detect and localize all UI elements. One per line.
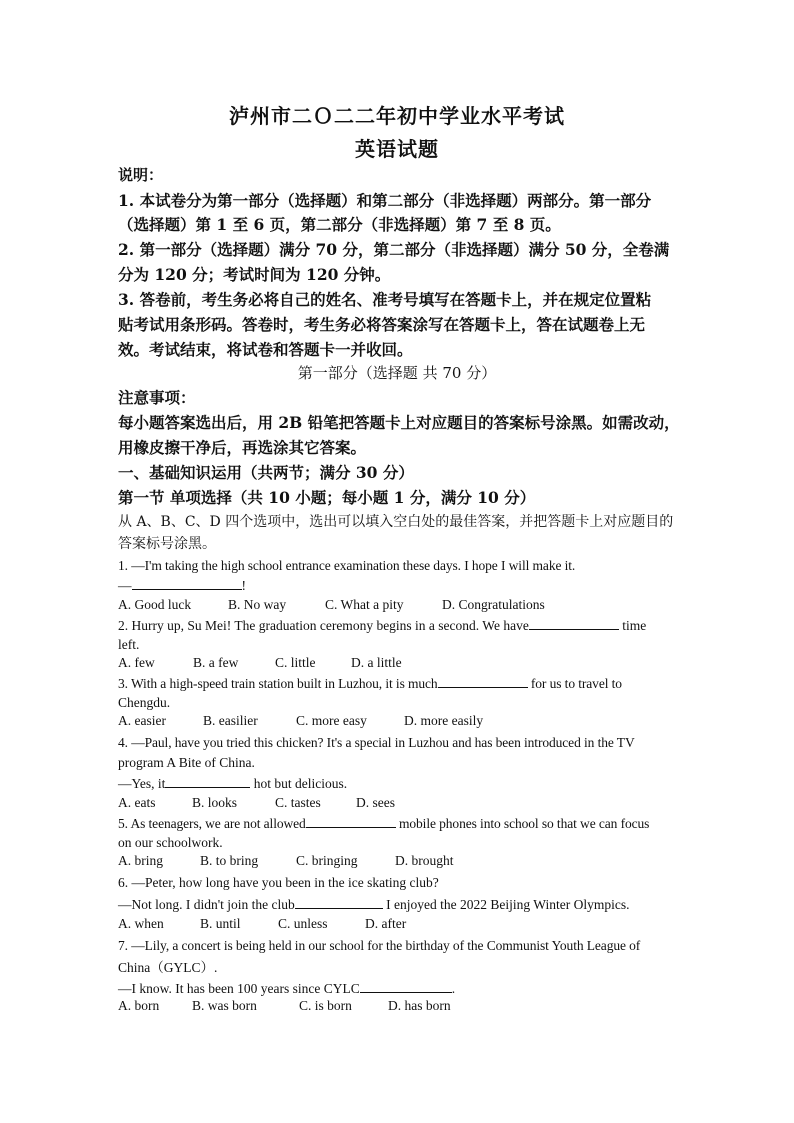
notes-heading: 注意事项： (118, 388, 196, 407)
answer-option: C. more easy (296, 713, 367, 728)
answer-option: A. when (118, 916, 164, 931)
answer-option: D. after (365, 916, 407, 931)
answer-option: A. bring (118, 853, 163, 868)
instruction-line: （选择题）第 1 至 6 页，第二部分（非选择题）第 7 至 8 页。 (118, 215, 561, 234)
instruction-line: 分为 120 分；考试时间为 120 分钟。 (118, 265, 391, 284)
answer-blank (360, 979, 452, 993)
answer-option: B. to bring (200, 853, 259, 868)
question-line: left. (118, 637, 140, 652)
exam-title: 泸州市二Ｏ二二年初中学业水平考试 (229, 104, 565, 128)
answer-blank (165, 774, 250, 788)
question-line: 2. Hurry up, Su Mei! The graduation ceremony begins in a second. We have time (118, 618, 647, 633)
question-line: 4. —Paul, have you tried this chicken? It's a special in Luzhou and has been introduced in the TV (118, 735, 635, 750)
question-line: China（GYLC）. (118, 960, 218, 975)
answer-option: B. until (200, 916, 241, 931)
answer-option: B. No way (228, 597, 287, 612)
answer-option: C. What a pity (325, 597, 404, 612)
question-line: 1. —I'm taking the high school entrance examination these days. I hope I will make it. (118, 558, 576, 573)
answer-option: A. born (118, 998, 160, 1013)
question-line: Chengdu. (118, 695, 171, 710)
answer-option: C. little (275, 655, 316, 670)
section-heading: 一、基础知识运用（共两节；满分 30 分） (118, 463, 414, 482)
subsection-heading: 第一节 单项选择（共 10 小题；每小题 1 分，满分 10 分） (118, 488, 536, 507)
answer-option: D. Congratulations (442, 597, 545, 612)
answer-option: D. more easily (404, 713, 484, 728)
instruction-line: 1. 本试卷分为第一部分（选择题）和第二部分（非选择题）两部分。第一部分 (118, 191, 652, 210)
answer-blank (438, 674, 528, 688)
answer-option: D. a little (351, 655, 402, 670)
answer-option: D. has born (388, 998, 451, 1013)
instruction-line: 贴考试用条形码。答卷时，考生务必将答案涂写在答题卡上，答在试题卷上无 (118, 315, 646, 334)
question-line: 7. —Lily, a concert is being held in our school for the birthday of the Communist Youth League of (118, 938, 641, 953)
answer-option: B. looks (192, 795, 238, 810)
answer-blank (295, 895, 383, 909)
answer-option: A. Good luck (118, 597, 192, 612)
answer-option: B. a few (193, 655, 239, 670)
answer-option: C. bringing (296, 853, 358, 868)
instruction-line: 3. 答卷前，考生务必将自己的姓名、准考号填写在答题卡上，并在规定位置粘 (118, 290, 652, 309)
question-line: 6. —Peter, how long have you been in the ice skating club? (118, 875, 439, 890)
answer-option: C. tastes (275, 795, 321, 810)
answer-option: B. easilier (203, 713, 258, 728)
answer-blank (529, 616, 619, 630)
question-line: program A Bite of China. (118, 755, 255, 770)
question-line: —I know. It has been 100 years since CYLC . (118, 981, 456, 996)
question-line: —Not long. I didn't join the club I enjoyed the 2022 Beijing Winter Olympics. (118, 897, 630, 912)
instruction-line: 2. 第一部分（选择题）满分 70 分，第二部分（非选择题）满分 50 分，全卷满 (118, 240, 670, 259)
part1-title: 第一部分（选择题 共 70 分） (297, 364, 497, 382)
directions-line: 答案标号涂黑。 (118, 536, 216, 552)
answer-option: D. sees (356, 795, 395, 810)
answer-option: A. easier (118, 713, 166, 728)
answer-option: C. unless (278, 916, 328, 931)
directions-line: 从 A、B、C、D 四个选项中，选出可以填入空白处的最佳答案，并把答题卡上对应题目的 (118, 514, 674, 530)
notes-line: 每小题答案选出后，用 2B 铅笔把答题卡上对应题目的答案标号涂黑。如需改动， (118, 413, 680, 432)
exam-subtitle: 英语试题 (355, 137, 439, 161)
answer-option: B. was born (192, 998, 257, 1013)
answer-option: C. is born (299, 998, 352, 1013)
answer-blank (132, 576, 242, 590)
question-line: 3. With a high-speed train station built in Luzhou, it is much for us to travel to (118, 676, 622, 691)
instructions-heading: 说明： (118, 166, 164, 184)
answer-option: A. few (118, 655, 155, 670)
question-line: 5. As teenagers, we are not allowed mobile phones into school so that we can focus (118, 816, 650, 831)
question-line: — ! (118, 578, 246, 593)
answer-blank (306, 814, 396, 828)
notes-line: 用橡皮擦干净后，再选涂其它答案。 (118, 438, 367, 457)
answer-option: D. brought (395, 853, 454, 868)
question-line: —Yes, it hot but delicious. (118, 776, 348, 791)
answer-option: A. eats (118, 795, 156, 810)
question-line: on our schoolwork. (118, 835, 223, 850)
instruction-line: 效。考试结束，将试卷和答题卡一并收回。 (118, 340, 413, 359)
